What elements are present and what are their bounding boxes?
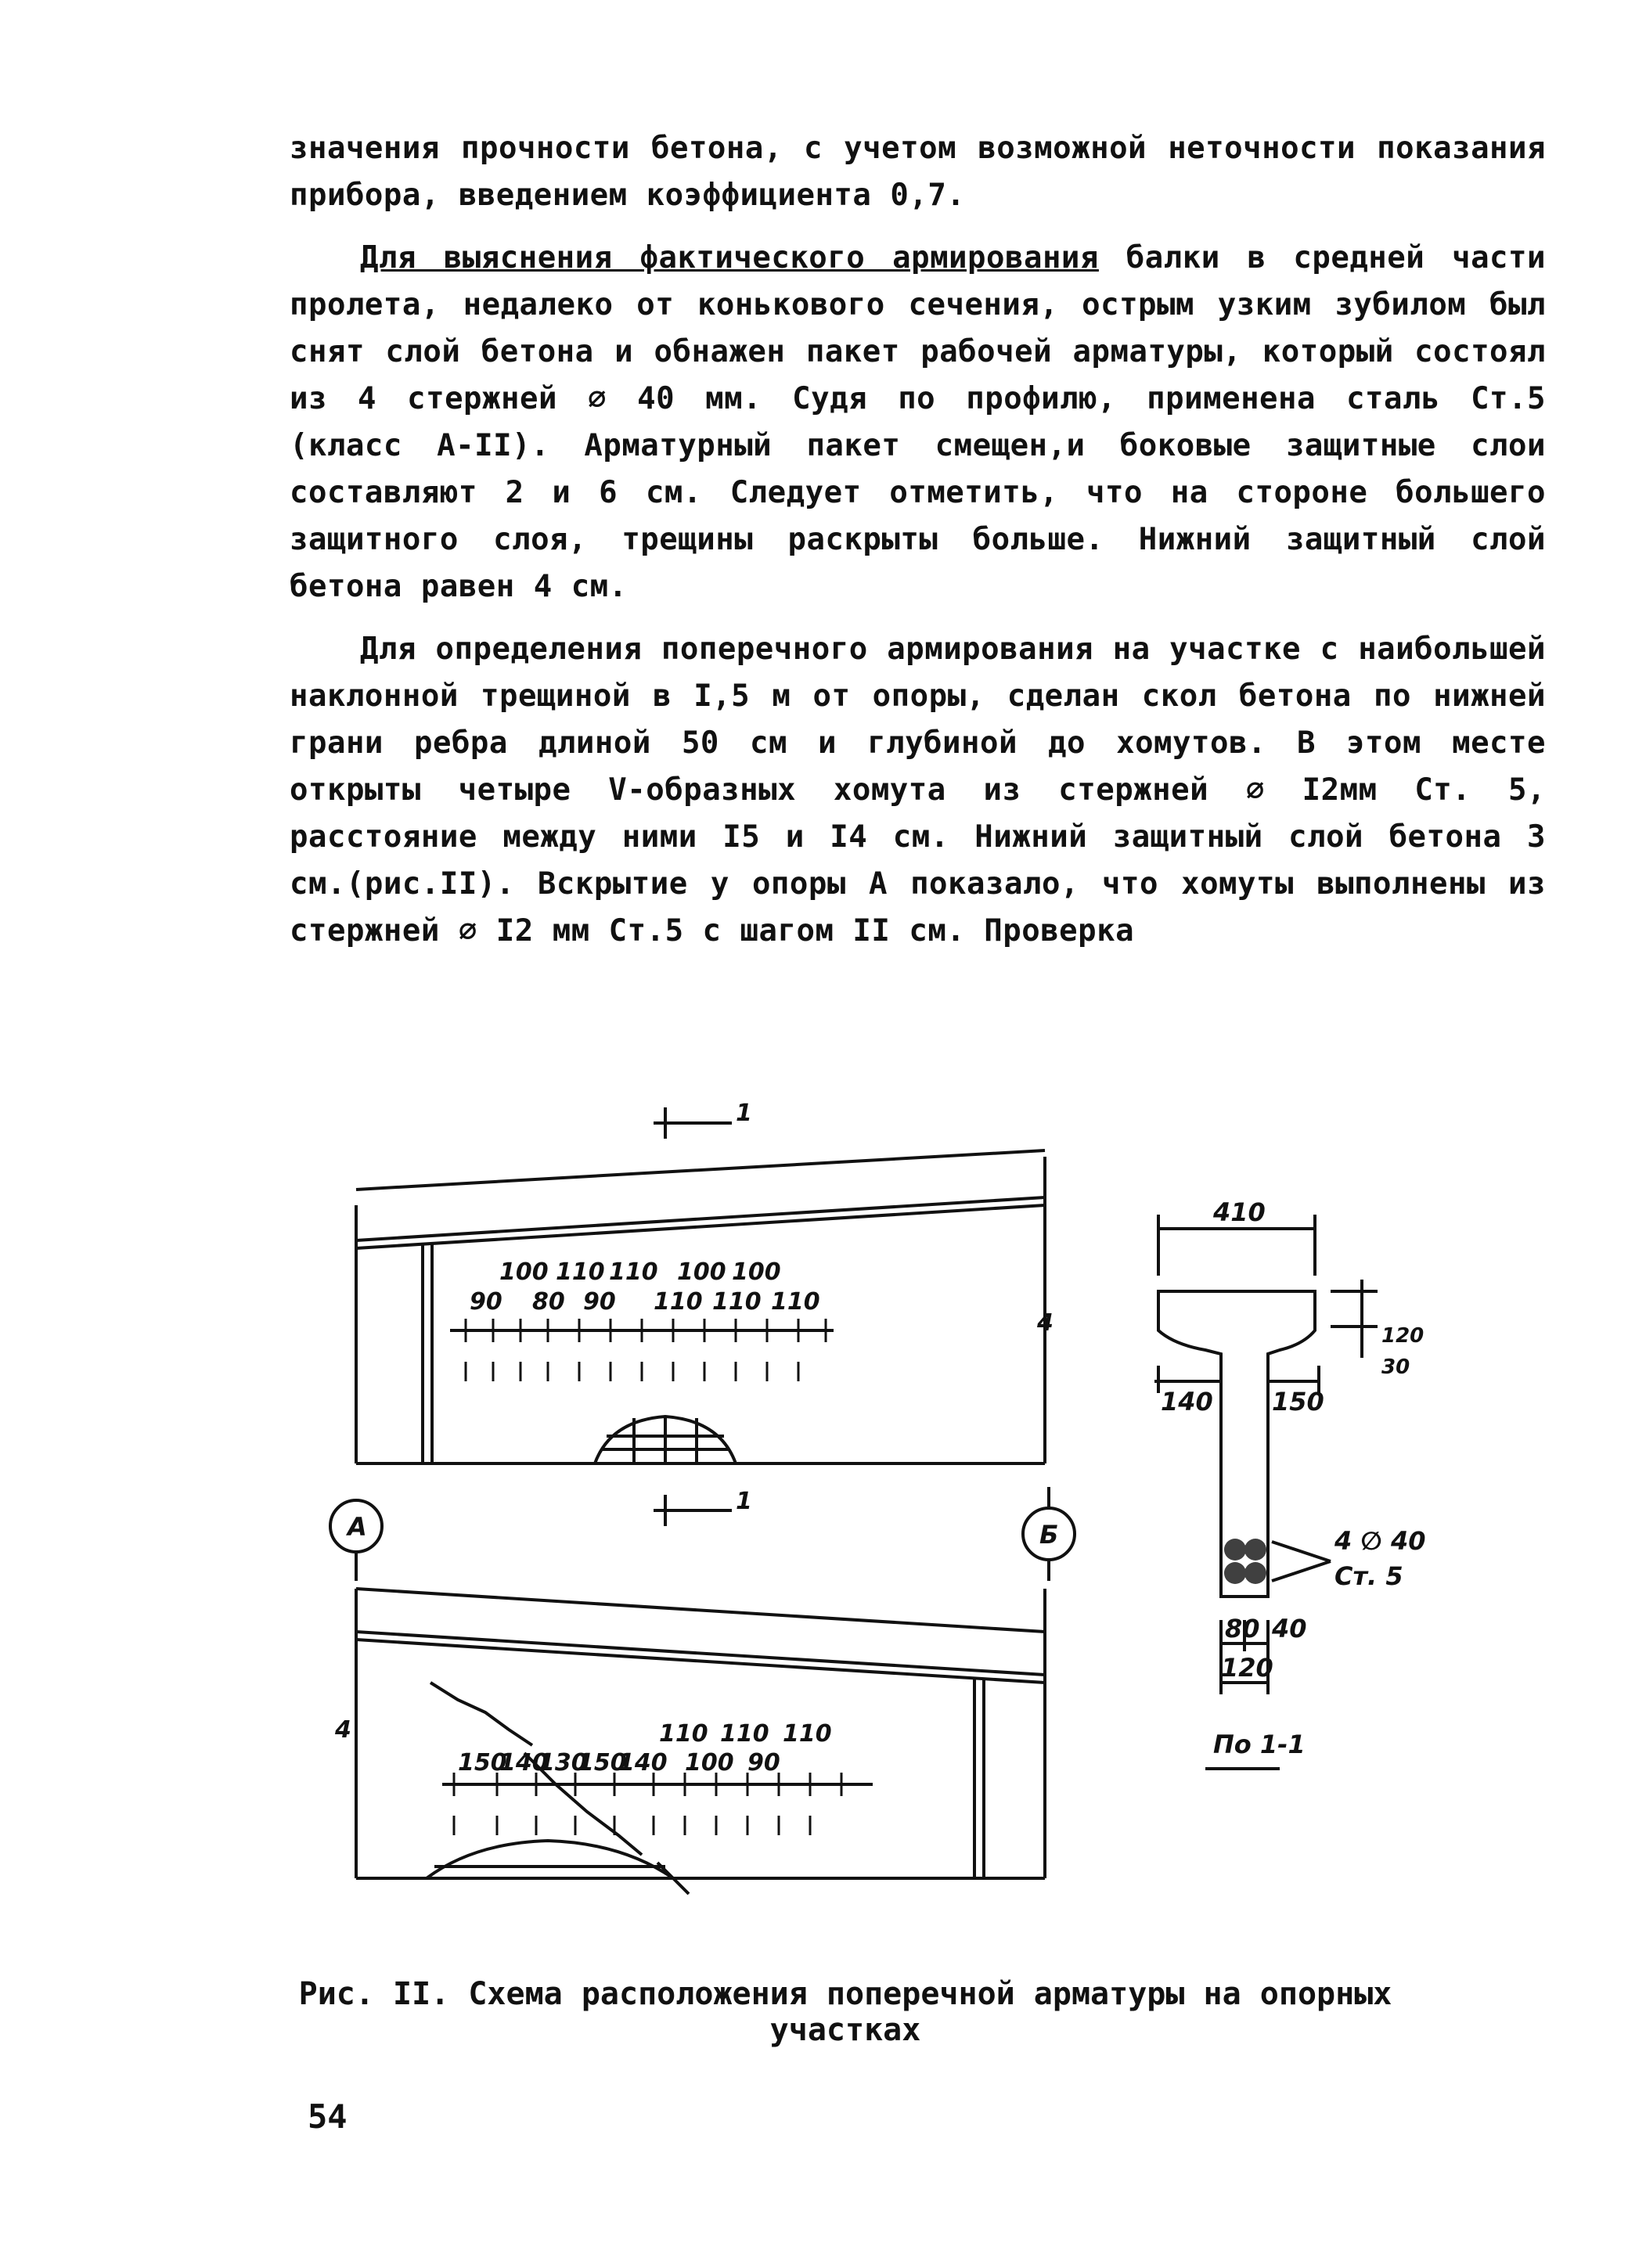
top-spacing-label: 110 [609,1258,658,1286]
paragraph-3: Для определения поперечного армирования на участке с наибольшей наклонной трещиной в I,5 м от опоры, сделан скол бетона по нижней грани ребра длиной 50 см и глубиной до хомутов. В этом месте открыты четыре V-образных хомута из стержней ∅ I2мм Ст. 5, расстояние между ними I5 и I4 см. Нижний защитный слой бетона 3 см.(рис.II). Вскрытие у опоры А показало, что хомуты выполнены из стержней ∅ I2 мм Ст.5 с шагом II см. Проверка [290,632,1546,949]
top-spacing-label: 100 [677,1258,726,1286]
section-width-top: 410 [1213,1197,1266,1227]
page-number: 54 [308,2097,348,2136]
section-mark-bottom: 1 [736,1488,752,1515]
section-flange-haunch: 30 [1381,1355,1410,1379]
reinforcement-drawing [297,1080,1456,1957]
section-flange-thickness: 120 [1381,1324,1424,1348]
section-mark-top: 1 [736,1100,752,1127]
paragraph-2-rest: балки в средней части пролета, недалеко от конькового сечения, острым узким зубилом был снят слой бетона и обнажен пакет рабочей арматуры, который состоял из 4 стержней ∅ 40 мм. Судя по профилю, применена сталь Ст.5 (класс А-II). Арматурный пакет смещен,и боковые защитные слои составляют 2 и 6 см. Следует отметить, что на стороне большего защитного слоя, трещины раскрыты больше. Нижний защитный слой бетона равен 4 см. [290,240,1547,604]
bottom-spacing-label: 110 [783,1720,832,1748]
support-a-label: А [348,1512,367,1542]
section-right-overhang: 150 [1272,1387,1324,1417]
section-cover-left: 80 [1225,1614,1260,1643]
section-label: По 1-1 [1213,1730,1306,1759]
bottom-spacing-label: 140 [499,1749,549,1777]
bottom-spacing-label: 110 [659,1720,708,1748]
top-spacing-label: 100 [732,1258,781,1286]
section-rebar: 4 ∅ 40 [1334,1526,1426,1556]
bottom-spacing-label: 130 [538,1749,588,1777]
top-spacing-label: 90 [470,1288,502,1316]
top-spacing-label: 90 [583,1288,616,1316]
top-spacing-label: 80 [532,1288,565,1316]
bottom-spacing-label: 90 [747,1749,780,1777]
support-b-label: Б [1039,1520,1059,1550]
bottom-spacing-label: 100 [685,1749,734,1777]
edge-mark-right: 4 [1037,1309,1054,1337]
section-steel: Ст. 5 [1334,1561,1403,1591]
section-cover-right: 40 [1272,1614,1307,1643]
top-spacing-label: 110 [654,1288,703,1316]
paragraph-2 [290,235,1546,610]
section-left-overhang: 140 [1161,1387,1213,1417]
top-spacing-label: 110 [556,1258,605,1286]
paragraph-2-underlined: Для выяснения фактического армирования [360,240,1099,275]
section-web-width: 120 [1221,1653,1273,1683]
top-spacing-label: 110 [712,1288,762,1316]
top-spacing-label: 110 [771,1288,820,1316]
bottom-spacing-label: 150 [458,1749,507,1777]
bottom-spacing-label: 150 [578,1749,627,1777]
figure-caption: Рис. II. Схема расположения поперечной арматуры на опорных участках [298,1976,1392,2048]
edge-mark-left: 4 [335,1716,351,1744]
top-spacing-label: 100 [499,1258,549,1286]
bottom-spacing-label: 110 [720,1720,769,1748]
bottom-spacing-label: 140 [618,1749,668,1777]
paragraph-1: значения прочности бетона, с учетом возможной неточности показания прибора, введением коэффициента 0,7. [290,131,1546,213]
